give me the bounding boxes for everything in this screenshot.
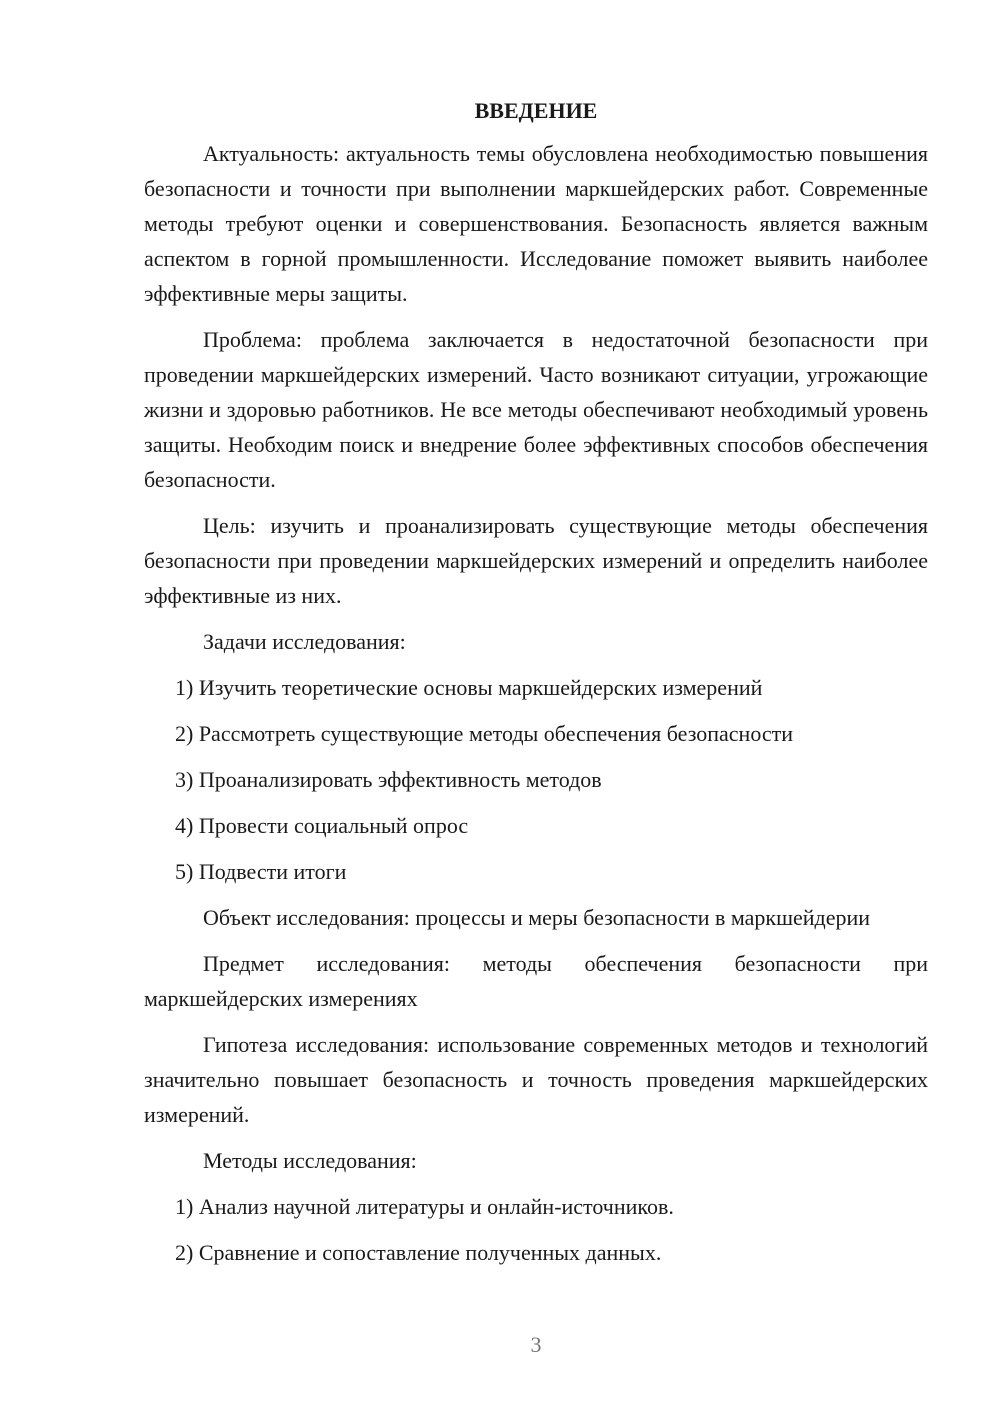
- list-item: 1) Изучить теоретические основы маркшейдерских измерений: [175, 675, 763, 700]
- subject-paragraph: Предмет исследования: методы обеспечения безопасности при маркшейдерских измерениях: [144, 951, 928, 1011]
- section-heading: ВВЕДЕНИЕ: [474, 98, 598, 123]
- relevance-paragraph: Актуальность: актуальность темы обусловлена необходимостью повышения безопасности и точности при выполнении маркшейдерских работ. Современные методы требуют оценки и совершенствования. Безопасность является важным аспектом в горной промышленности. Исследование поможет выявить наиболее эффективные меры защиты.: [144, 141, 928, 306]
- list-item: 1) Анализ научной литературы и онлайн-источников.: [175, 1194, 674, 1219]
- methods-label: Методы исследования:: [203, 1148, 417, 1173]
- problem-paragraph: Проблема: проблема заключается в недостаточной безопасности при проведении маркшейдерских измерений. Часто возникают ситуации, угрожающие жизни и здоровью работников. Не все методы обеспечивают необходимый уровень защиты. Необходим поиск и внедрение более эффективных способов обеспечения безопасности.: [144, 327, 928, 492]
- tasks-label: Задачи исследования:: [203, 629, 406, 654]
- page-number: 3: [530, 1332, 542, 1357]
- hypothesis-paragraph: Гипотеза исследования: использование современных методов и технологий значительно повышает безопасность и точность проведения маркшейдерских измерений.: [144, 1032, 928, 1127]
- goal-paragraph: Цель: изучить и проанализировать существующие методы обеспечения безопасности при проведении маркшейдерских измерений и определить наиболее эффективные из них.: [144, 513, 928, 608]
- list-item: 2) Сравнение и сопоставление полученных данных.: [175, 1240, 662, 1265]
- page-content: [144, 96, 928, 1281]
- list-item: 2) Рассмотреть существующие методы обеспечения безопасности: [175, 721, 794, 746]
- list-item: 4) Провести социальный опрос: [175, 813, 469, 838]
- object-paragraph: Объект исследования: процессы и меры безопасности в маркшейдерии: [203, 905, 871, 930]
- list-item: 3) Проанализировать эффективность методов: [175, 767, 602, 792]
- list-item: 5) Подвести итоги: [175, 859, 347, 884]
